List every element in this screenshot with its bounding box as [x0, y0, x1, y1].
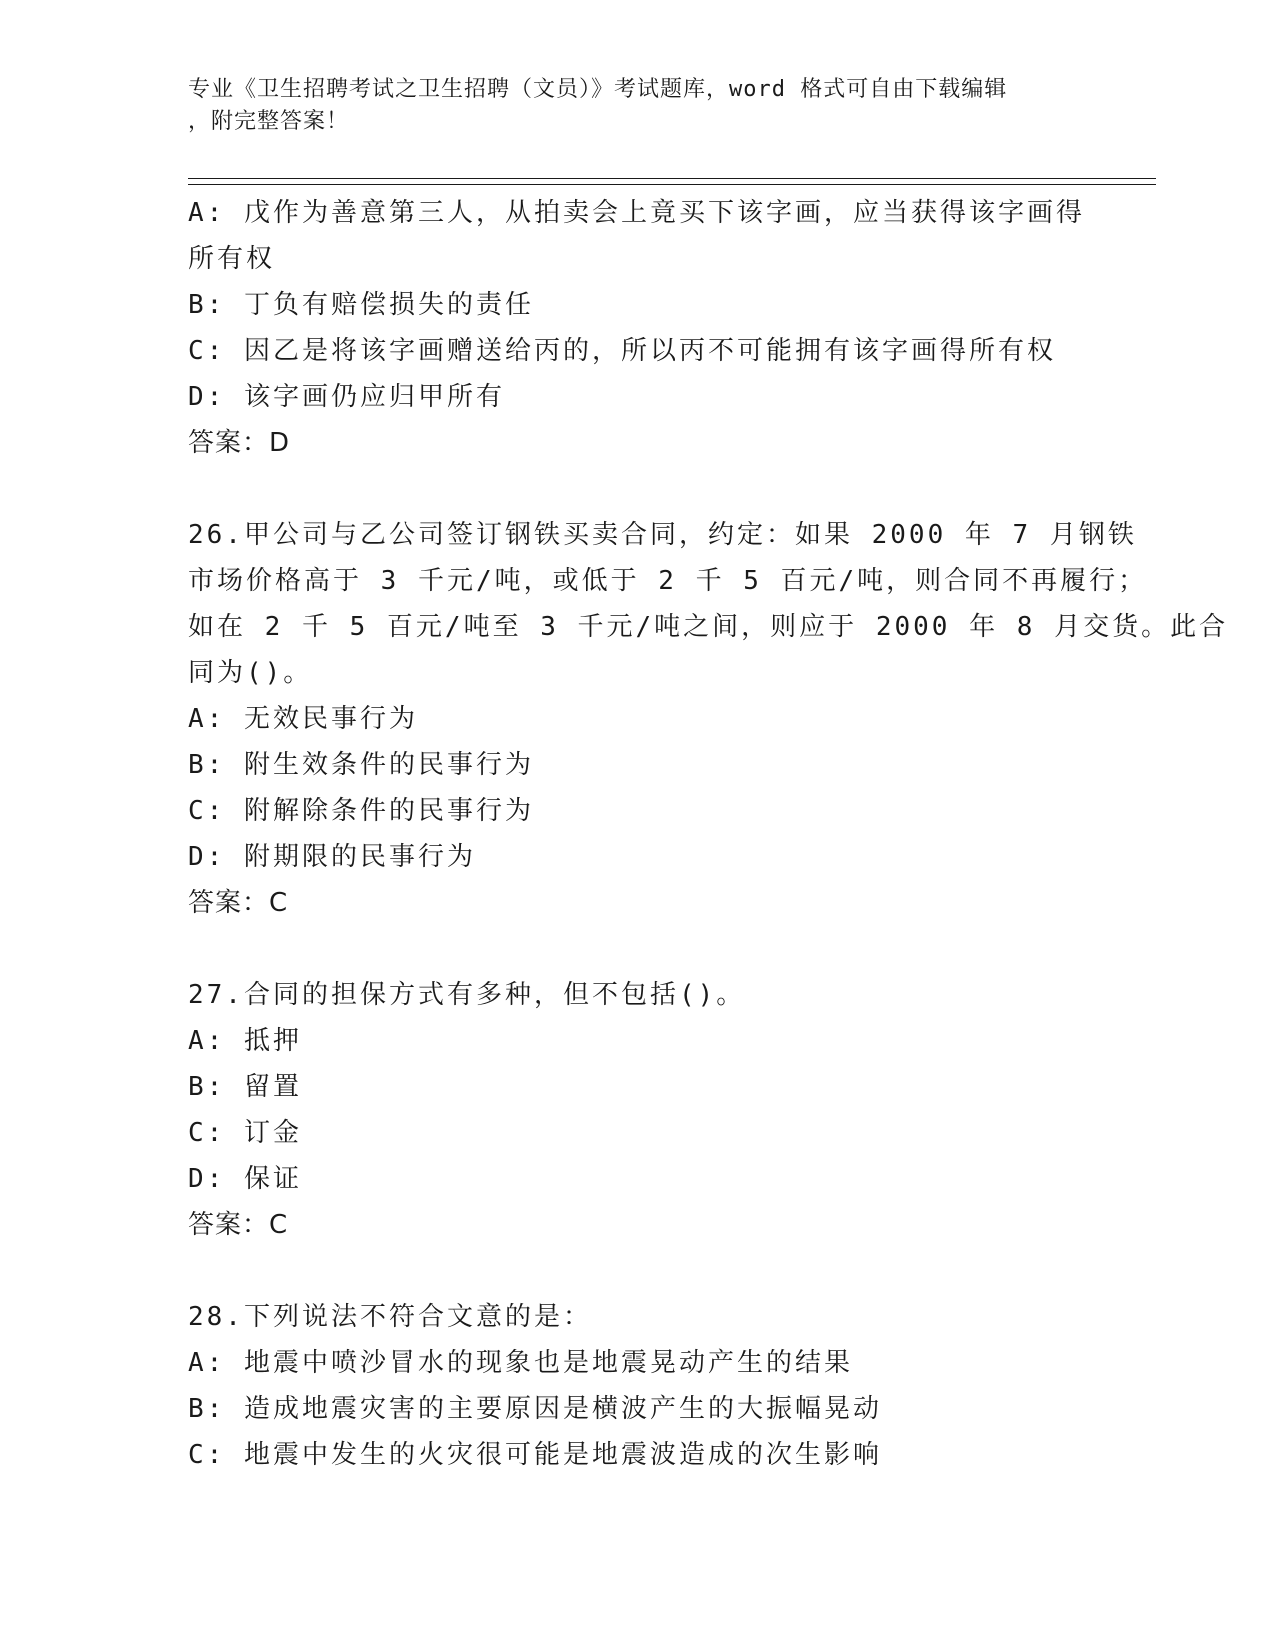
- question-27: [188, 972, 1088, 1248]
- answer: 答案：D: [188, 428, 291, 458]
- document-header: [188, 74, 1068, 138]
- option-c: C: 因乙是将该字画赠送给丙的，所以丙不可能拥有该字画得所有权: [188, 336, 1056, 366]
- question-text: 如在 2 千 5 百元/吨至 3 千元/吨之间，则应于 2000 年 8 月交货。此合: [188, 612, 1229, 642]
- spacer: [188, 1248, 1088, 1294]
- spacer: [188, 926, 1088, 972]
- option-c: C: 地震中发生的火灾很可能是地震波造成的次生影响: [188, 1440, 882, 1470]
- question-text: 市场价格高于 3 千元/吨，或低于 2 千 5 百元/吨，则合同不再履行；: [188, 566, 1148, 596]
- option-d: D: 附期限的民事行为: [188, 842, 476, 872]
- question-text: 27.合同的担保方式有多种，但不包括()。: [188, 980, 746, 1010]
- option-d: D: 该字画仍应归甲所有: [188, 382, 505, 412]
- question-28: [188, 1294, 1088, 1478]
- answer: 答案：C: [188, 1210, 289, 1240]
- question-text: 同为()。: [188, 658, 313, 688]
- question-25-tail: [188, 190, 1088, 466]
- option-b: B: 造成地震灾害的主要原因是横波产生的大振幅晃动: [188, 1394, 882, 1424]
- spacer: [188, 466, 1088, 512]
- option-c: C: 订金: [188, 1118, 302, 1148]
- option-a: A: 无效民事行为: [188, 704, 418, 734]
- header-line-2: ，附完整答案！: [188, 109, 350, 134]
- option-a-continued: 所有权: [188, 244, 276, 274]
- question-text: 26.甲公司与乙公司签订钢铁买卖合同，约定：如果 2000 年 7 月钢铁: [188, 520, 1137, 550]
- question-text: 28.下列说法不符合文意的是：: [188, 1302, 592, 1332]
- option-b: B: 丁负有赔偿损失的责任: [188, 290, 534, 320]
- answer: 答案：C: [188, 888, 289, 918]
- header-divider-top: [188, 178, 1156, 179]
- option-a: A: 地震中喷沙冒水的现象也是地震晃动产生的结果: [188, 1348, 853, 1378]
- header-line-1: 专业《卫生招聘考试之卫生招聘（文员）》考试题库，word 格式可自由下载编辑: [188, 77, 1008, 102]
- option-a: A: 抵押: [188, 1026, 302, 1056]
- option-b: B: 附生效条件的民事行为: [188, 750, 534, 780]
- header-divider-bottom: [188, 184, 1156, 185]
- question-26: [188, 512, 1229, 926]
- question-content: [188, 190, 1229, 1478]
- option-b: B: 留置: [188, 1072, 302, 1102]
- option-d: D: 保证: [188, 1164, 302, 1194]
- option-a: A: 戊作为善意第三人，从拍卖会上竟买下该字画，应当获得该字画得: [188, 198, 1085, 228]
- option-c: C: 附解除条件的民事行为: [188, 796, 534, 826]
